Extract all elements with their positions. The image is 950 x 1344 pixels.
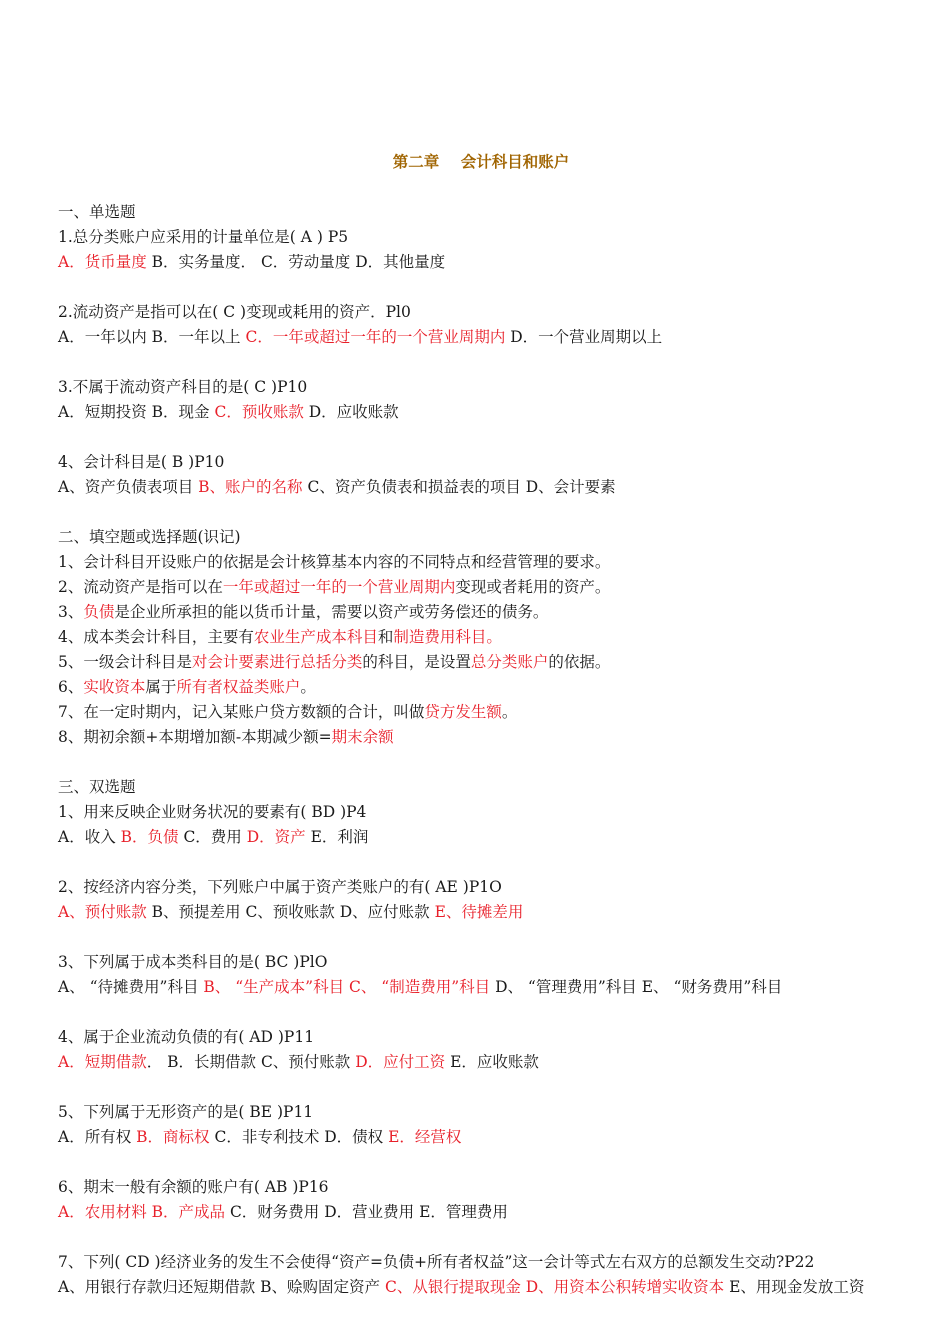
- fill-item: [58, 725, 938, 750]
- answer-text: B．负债: [120, 828, 179, 846]
- option-text: A、用银行存款归还短期借款 B、赊购固定资产: [58, 1278, 385, 1296]
- answer-text: B．商标权: [136, 1128, 210, 1146]
- spacer: [58, 750, 938, 775]
- option-text: C、资产负债表和损益表的项目 D、会计要素: [302, 478, 616, 496]
- spacer: [58, 925, 938, 950]
- option-text: 是企业所承担的能以货币计量，需要以资产或劳务偿还的债务。: [114, 603, 549, 621]
- question-stem: 1.总分类账户应采用的计量单位是( A ) P5: [58, 228, 349, 246]
- option-text: 的依据。: [548, 653, 611, 671]
- option-text: C．财务费用 D．营业费用 E．管理费用: [225, 1203, 508, 1221]
- option-text: 。: [300, 678, 316, 696]
- spacer: [58, 425, 938, 450]
- fill-item: [58, 700, 938, 725]
- fill-item: [58, 625, 938, 650]
- question-stem: 2.流动资产是指可以在( C )变现或耗用的资产．Pl0: [58, 303, 411, 321]
- option-text: 3、: [58, 603, 84, 621]
- option-text: 6、: [58, 678, 84, 696]
- answer-text: 贷方发生额: [424, 703, 502, 721]
- spacer: [58, 350, 938, 375]
- fill-item: [58, 550, 938, 575]
- question-options: [58, 1125, 938, 1150]
- option-text: 的科目，是设置: [362, 653, 471, 671]
- option-text: A．所有权: [58, 1128, 137, 1146]
- option-text: E．应收账款: [445, 1053, 539, 1071]
- answer-text: 对会计要素进行总括分类: [191, 653, 363, 671]
- option-text: ． B．长期借款 C、预付账款: [146, 1053, 356, 1071]
- question-options: [58, 900, 938, 925]
- question-options: [58, 825, 938, 850]
- option-text: A．收入: [58, 828, 121, 846]
- section-heading: 一、单选题: [58, 203, 136, 221]
- answer-text: 一年或超过一年的一个营业周期内: [222, 578, 456, 596]
- answer-text: E、待摊差用: [434, 903, 524, 921]
- question-stem: 3.不属于流动资产科目的是( C )P10: [58, 378, 308, 396]
- section-heading: 二、填空题或选择题(识记): [58, 528, 241, 546]
- option-text: 变现或者耗用的资产。: [455, 578, 611, 596]
- question-stem: 1、用来反映企业财务状况的要素有( BD )P4: [58, 803, 367, 821]
- question-options: [58, 400, 938, 425]
- question-stem: 3、下列属于成本类科目的是( BC )PlO: [58, 953, 328, 971]
- spacer: [58, 850, 938, 875]
- question-stem: 7、下列( CD )经济业务的发生不会使得“资产=负债+所有者权益”这一会计等式左右双方的总额发生交动?P22: [58, 1253, 815, 1271]
- option-text: 和: [377, 628, 394, 646]
- answer-text: 实收资本: [83, 678, 146, 696]
- option-text: 7、在一定时期内，记入某账户贷方数额的合计，叫做: [58, 703, 425, 721]
- question-options: [58, 325, 938, 350]
- option-text: C．非专利技术 D．债权: [209, 1128, 389, 1146]
- fill-item: [58, 650, 938, 675]
- question-options: [58, 975, 938, 1000]
- spacer: [58, 1075, 938, 1100]
- answer-text: 所有者权益类账户: [176, 678, 301, 696]
- section-heading: 三、双选题: [58, 778, 136, 796]
- question-stem: 4、会计科目是( B )P10: [58, 453, 225, 471]
- fill-item: [58, 675, 938, 700]
- chapter-title: 第二章 会计科目和账户: [392, 153, 570, 171]
- fill-item: [58, 575, 938, 600]
- option-text: C．费用: [178, 828, 247, 846]
- option-text: E．利润: [305, 828, 369, 846]
- option-text: A．一年以内 B．一年以上: [58, 328, 246, 346]
- option-text: D、 “管理费用”科目 E、 “财务费用”科目: [490, 978, 783, 996]
- question-options: [58, 1275, 938, 1300]
- fill-item: [58, 600, 938, 625]
- spacer: [58, 1150, 938, 1175]
- answer-text: A．农用材料 B．产成品: [58, 1203, 226, 1221]
- answer-text: A、预付账款: [58, 903, 147, 921]
- answer-text: 总分类账户: [470, 653, 549, 671]
- option-text: 2、流动资产是指可以在: [58, 578, 223, 596]
- answer-text: B、账户的名称: [198, 478, 303, 496]
- option-text: 1、会计科目开设账户的依据是会计核算基本内容的不同特点和经营管理的要求。: [58, 553, 611, 571]
- question-stem: 2、按经济内容分类，下列账户中属于资产类账户的有( AE )P1O: [58, 878, 502, 896]
- option-text: A、资产负债表项目: [58, 478, 199, 496]
- option-text: 。: [501, 703, 518, 721]
- answer-text: A．货币量度: [58, 253, 147, 271]
- question-options: [58, 475, 938, 500]
- option-text: D．应收账款: [303, 403, 399, 421]
- option-text: D．一个营业周期以上: [505, 328, 663, 346]
- answer-text: C、从银行提取现金 D、用资本公积转增实收资本: [384, 1278, 725, 1296]
- question-stem: 6、期末一般有余额的账户有( AB )P16: [58, 1178, 329, 1196]
- answer-text: D．应付工资: [355, 1053, 446, 1071]
- answer-text: A．短期借款: [58, 1053, 147, 1071]
- question-options: [58, 250, 938, 275]
- spacer: [58, 1225, 938, 1250]
- document-body: [58, 200, 938, 1325]
- option-text: 5、一级会计科目是: [58, 653, 192, 671]
- question-options: [58, 1200, 938, 1225]
- answer-text: D．资产: [246, 828, 306, 846]
- option-text: 4、成本类会计科目，主要有: [58, 628, 254, 646]
- answer-text: 制造费用科目。: [393, 628, 502, 646]
- option-text: 属于: [145, 678, 177, 696]
- question-stem: 5、下列属于无形资产的是( BE )P11: [58, 1103, 314, 1121]
- spacer: [58, 275, 938, 300]
- answer-text: C．一年或超过一年的一个营业周期内: [245, 328, 506, 346]
- question-stem: 4、属于企业流动负债的有( AD )P11: [58, 1028, 315, 1046]
- spacer: [58, 1300, 938, 1325]
- answer-text: 农业生产成本科目: [253, 628, 378, 646]
- answer-text: 负债: [83, 603, 115, 621]
- question-options: [58, 1050, 938, 1075]
- option-text: E、用现金发放工资: [724, 1278, 865, 1296]
- answer-text: E．经营权: [388, 1128, 462, 1146]
- option-text: A、 “待摊费用”科目: [58, 978, 204, 996]
- answer-text: 期末余额: [331, 728, 394, 746]
- spacer: [58, 1000, 938, 1025]
- option-text: B、预提差用 C、预收账款 D、应付账款: [146, 903, 435, 921]
- spacer: [58, 500, 938, 525]
- answer-text: C．预收账款: [214, 403, 304, 421]
- option-text: B．实务量度． C．劳动量度 D．其他量度: [146, 253, 446, 271]
- option-text: 8、期初余额+本期增加额-本期减少额=: [58, 728, 332, 746]
- answer-text: B、 “生产成本”科目 C、 “制造费用”科目: [203, 978, 491, 996]
- option-text: A．短期投资 B．现金: [58, 403, 215, 421]
